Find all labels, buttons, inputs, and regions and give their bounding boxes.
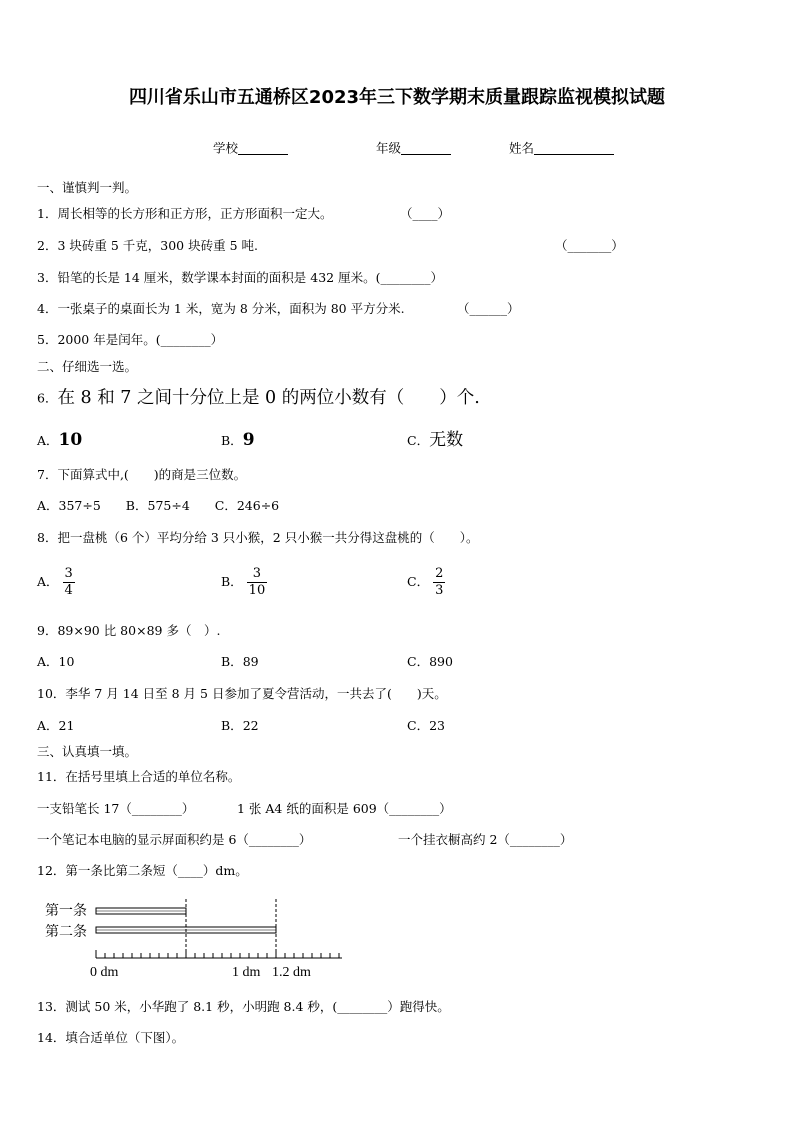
tick-label-1: 1 dm bbox=[232, 965, 261, 980]
grade-field[interactable] bbox=[376, 142, 451, 155]
question-9-option-c[interactable] bbox=[407, 656, 453, 669]
question-13-text: 13．测试 50 米，小华跑了 8.1 秒，小明跑 8.4 秒，(________）跑得快。 bbox=[37, 999, 450, 1014]
option-letter: A． bbox=[37, 573, 59, 589]
fraction-numerator: 3 bbox=[64, 566, 73, 581]
school-blank[interactable] bbox=[238, 142, 288, 155]
figure-label-second: 第二条 bbox=[45, 925, 87, 940]
fraction-numerator: 2 bbox=[435, 566, 444, 581]
name-label: 姓名 bbox=[509, 140, 535, 156]
question-7-options[interactable]: A．357÷5 B．575÷4 C．246÷6 bbox=[37, 498, 280, 513]
question-11-item-a[interactable]: 一支铅笔长 17（________） bbox=[37, 801, 195, 816]
question-10-text: 10．李华 7 月 14 日至 8 月 5 日参加了夏令营活动，一共去了( )天。 bbox=[37, 686, 447, 701]
page-title: 四川省乐山市五通桥区2023年三下数学期末质量跟踪监视模拟试题 bbox=[128, 87, 666, 108]
question-5-text: 5．2000 年是闰年。(________） bbox=[37, 332, 224, 347]
option-letter: C． bbox=[407, 573, 430, 589]
question-8-text: 8．把一盘桃（6 个）平均分给 3 只小猴，2 只小猴一共分得这盘桃的（ ）。 bbox=[37, 530, 479, 545]
option-letter: B． bbox=[221, 718, 243, 733]
question-1 bbox=[37, 208, 332, 221]
question-10-option-c[interactable] bbox=[407, 720, 445, 733]
school-field[interactable] bbox=[213, 142, 288, 155]
question-4-text: 4．一张桌子的桌面长为 1 米，宽为 8 分米，面积为 80 平方分米. bbox=[37, 301, 405, 316]
question-8-option-a[interactable] bbox=[37, 567, 75, 597]
question-11-item-c[interactable]: 一个笔记本电脑的显示屏面积约是 6（________） bbox=[37, 832, 312, 847]
question-1-text: 1．周长相等的长方形和正方形，正方形面积一定大。 bbox=[37, 206, 333, 221]
section-heading-2: 二、仔细选一选。 bbox=[37, 359, 138, 374]
question-4-answer[interactable]: （______） bbox=[457, 301, 520, 316]
question-8-option-b[interactable] bbox=[221, 567, 267, 597]
question-9-text: 9．89×90 比 80×89 多（ ）. bbox=[37, 623, 221, 638]
option-value: 890 bbox=[429, 654, 453, 669]
option-value: 10 bbox=[58, 654, 75, 669]
figure-label-first: 第一条 bbox=[45, 904, 87, 919]
school-label: 学校 bbox=[213, 140, 239, 156]
question-6-option-c[interactable] bbox=[407, 432, 463, 449]
question-1-answer[interactable]: （____） bbox=[400, 206, 451, 221]
question-11-text: 11．在括号里填上合适的单位名称。 bbox=[37, 769, 241, 784]
question-11-item-d[interactable]: 一个挂衣橱高约 2（________） bbox=[398, 832, 573, 847]
fraction-denominator: 3 bbox=[435, 582, 444, 598]
question-8-option-c[interactable] bbox=[407, 567, 445, 597]
question-2-text: 2．3 块砖重 5 千克，300 块砖重 5 吨. bbox=[37, 238, 258, 253]
question-10-option-a[interactable] bbox=[37, 720, 74, 733]
tick-label-0: 0 dm bbox=[90, 965, 119, 980]
option-value: 21 bbox=[58, 718, 75, 733]
option-letter: C． bbox=[407, 654, 430, 669]
tick-label-1-2: 1.2 dm bbox=[272, 965, 311, 980]
question-3-text: 3．铅笔的长是 14 厘米，数学课本封面的面积是 432 厘米。(________） bbox=[37, 270, 443, 285]
question-6-number: 6． bbox=[37, 390, 58, 406]
question-6-option-b[interactable] bbox=[221, 432, 255, 449]
question-6 bbox=[37, 390, 480, 408]
option-letter: C． bbox=[407, 433, 430, 448]
question-9-option-a[interactable] bbox=[37, 656, 74, 669]
option-letter: B． bbox=[221, 433, 243, 448]
question-14-text: 14．填合适单位（下图）。 bbox=[37, 1030, 185, 1045]
grade-label: 年级 bbox=[376, 140, 402, 156]
question-12-text: 12．第一条比第二条短（____）dm。 bbox=[37, 863, 248, 878]
option-value: 89 bbox=[242, 654, 259, 669]
option-letter: C． bbox=[407, 718, 430, 733]
fraction bbox=[247, 567, 268, 597]
section-heading-3: 三、认真填一填。 bbox=[37, 744, 138, 759]
name-blank[interactable] bbox=[534, 142, 614, 155]
option-letter: B． bbox=[221, 573, 243, 589]
option-value: 无数 bbox=[429, 430, 464, 450]
option-letter: A． bbox=[37, 654, 59, 669]
question-10-option-b[interactable] bbox=[221, 720, 259, 733]
q12-bar-figure bbox=[40, 896, 350, 982]
ruler-ticks bbox=[96, 950, 339, 958]
question-2-answer[interactable]: （_______） bbox=[555, 238, 624, 253]
fraction-denominator: 10 bbox=[248, 582, 266, 598]
question-6-text: 在 8 和 7 之间十分位上是 0 的两位小数有（ ）个. bbox=[57, 388, 480, 408]
option-value: 22 bbox=[242, 718, 259, 733]
fraction-denominator: 4 bbox=[64, 582, 73, 598]
question-9-option-b[interactable] bbox=[221, 656, 259, 669]
name-field[interactable] bbox=[509, 142, 614, 155]
option-letter: B． bbox=[221, 654, 243, 669]
fraction bbox=[63, 567, 75, 597]
option-value: 10 bbox=[58, 430, 83, 450]
question-11-item-b[interactable]: 1 张 A4 纸的面积是 609（________） bbox=[237, 801, 452, 816]
option-letter: A． bbox=[37, 433, 59, 448]
grade-blank[interactable] bbox=[401, 142, 451, 155]
option-value: 23 bbox=[429, 718, 445, 733]
option-value: 9 bbox=[242, 430, 255, 450]
option-letter: A． bbox=[37, 718, 59, 733]
question-6-option-a[interactable] bbox=[37, 432, 82, 449]
section-heading-1: 一、谨慎判一判。 bbox=[37, 180, 138, 195]
fraction-numerator: 3 bbox=[252, 566, 262, 581]
question-7-text: 7．下面算式中,( )的商是三位数。 bbox=[37, 467, 247, 482]
fraction bbox=[433, 567, 445, 597]
